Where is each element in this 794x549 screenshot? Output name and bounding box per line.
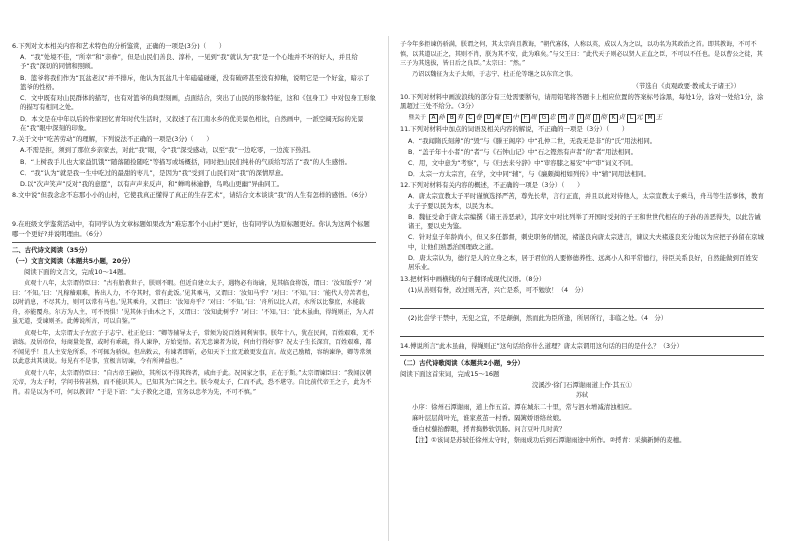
subsection1-title: （一）文言文阅读（本题共5小题，20分） xyxy=(12,257,134,266)
q11-option-a: A．“我闻隋氏刻薄”的“毁”与《滕王阁序》中“孔仲二世，无我无是非”的“氏”用法相同。 xyxy=(408,136,657,145)
q6-option-c: C．文中既有对山民群体的描写，也有对篮爷的典型刻画，点面结合，突出了山民的形象特征，这和《包身工》中对包身工形象的描写有相同之处。 xyxy=(20,94,376,112)
q10-box-h[interactable]: H xyxy=(558,114,567,123)
q6-stem: 6.下列对文本相关内容和艺术特色的分析鉴赏，正确的一项是(3分)（ ） xyxy=(12,42,226,50)
q9-stem: 9.在班级文学鉴赏活动中，有同学认为文章标题如果改为“难忘那个小山村”更好，也有同学认为原标题更好。你认为这两个标题哪一个更好?并说明理由。（6分） xyxy=(12,220,370,238)
q14-stem: 14.傅说所言“此木虽曲，得绳则正”这句话给你什么道理？唐太宗谓用这句话的目的是什么？（3分） xyxy=(400,342,683,351)
q10-box-l[interactable]: L xyxy=(627,114,635,123)
q11-option-b: B．“盖子年十小者”的“者”与《石钟山记》中“石之铿然有声者”的“者”用法相同。 xyxy=(408,147,637,156)
q7-option-c: C．“我”认为“就是我一生中吃过的最甜的枣儿”，是因为“我”受到了山民们对“我”的深情厚意。 xyxy=(20,168,288,177)
q7-option-b: B．“上树我手儿也大家益饥饿”“随落随捡随吃”等描写或场概括，同时把山民们纯朴的气质给写活了“我”的人生感悟。 xyxy=(20,157,351,166)
q12-option-a: A．唐太宗宣教太子平时谨慎选择严苦，尊先长辈，言行正直，并且以此对待他人，太宗宣教太子乘马，舟马等生活事体，教育太子子要以民为本，以民为本。 xyxy=(408,192,764,210)
passage-paragraph-3: 贞观十八年，太宗谓侍臣曰：“自古帝王嗣位，其所以不得其终者，咸由于此。况国家之事，正在于斯。”太宗谓谏臣曰：“我闻汉朝元帝，为太子时，学问书传甚熟，而不能识其人，已知其为亡国之主。朕今观太子，仁而不武，恐不堪守。自比前代帝王之子，此为不肖。若是以为不可，何以教训？”于是下诏：“太子教化之道，宜务以忠孝为先，不可不慎。” xyxy=(12,369,372,396)
q8-stem: 8.文中说“但我念念不忘那小小的山村，它使我真正懂得了真正的生存艺术”，请结合文本谈谈“我”的人生有怎样的感悟。（6分） xyxy=(12,191,371,200)
section-divider-2 xyxy=(400,355,764,356)
passage-paragraph-2: 贞观七年，太宗谓太子左庶子于志宁、杜正伦曰：“卿等辅导太子，常须为说百姓间利害事。朕年十八，犹在民间，百姓艰难，无不谙练。及居帝位，每商量处置，或时有乖疏，得人谏诤，方始觉悟。若无忠谏者为说，何由行得好事？况太子生长深宫，百姓艰难，都不闻见乎！且人主安危所系，不可辄为骄纵。但出敕云，有谏者即斩，必知天下士庶无敢更发直言。故克己励精，容纳谏诤，卿等常须以此意共其谈说。每见有不是事，宜极言切谏，令有所裨益也。” xyxy=(12,329,375,366)
q10-stem: 10.下列对材料中画波浪线的部分有三处需要断句，请用铅笔将答题卡上相应位置的答案标号涂黑，每处1分，涂对一处给1分，涂黑超过三处不给分。（3分） xyxy=(400,92,764,111)
poem-line-2: 垂白杖藜抬醉眼，捋青捣麨软饥肠。问言豆叶几时黄？ xyxy=(412,424,566,433)
q10-box-c[interactable]: C xyxy=(466,114,475,123)
q6-option-d: D．本文是在中年以后的作家回忆青年时代生活时，又叙述了在江南水乡的优美景色相比，自然画中，一派空阔无际的光景在“我”眼中深刻的印象。 xyxy=(20,114,364,132)
q10-box-m[interactable]: M xyxy=(645,114,655,123)
q10-options xyxy=(400,113,764,123)
q6-option-b: B．篮爷将我们作为“瓦盆老汉”并不排斥，他认为瓦盆几十年磕磕碰碰，没有破碎甚至没有掉釉，说明它是一个好盆，暗示了篮爷的性格。 xyxy=(20,73,370,91)
poem-author: 苏轼 xyxy=(575,392,588,400)
q10-char: 魔 xyxy=(494,113,501,122)
passage-source: （节选自《贞观政要·教戒太子诸王》） xyxy=(632,81,740,90)
q12-option-c: C．针对皇子年龄尚小，但又多任都督，刺史职务的情况，褚遂良向唐太宗进言，谏议大夫褚遂良充分地以为应把子孙留在京城中，让他们熟悉治国理政之道。 xyxy=(408,233,764,251)
poem-note: 【注】①该词是苏轼任徐州太守时，祭雨成功后到石潭谢雨途中所作。②捋青：采摘新鲜的麦穗。 xyxy=(412,436,686,445)
q8-answer-space xyxy=(12,202,376,218)
q10-char: 元 xyxy=(636,113,643,122)
right-column xyxy=(400,40,764,447)
column-divider xyxy=(388,36,389,541)
q10-box-a[interactable]: A xyxy=(429,114,438,123)
passage-continued-2: 乃诏以魏征为太子太师，于志宁、杜正伦等继之以东宫之事。 xyxy=(412,71,577,79)
q11-option-c: C．用，文中意为“考察”，与《归去来兮辞》中“审容膝之易安”中“审”词义不同。 xyxy=(408,158,637,167)
q10-char: 言 xyxy=(567,113,575,122)
left-column xyxy=(12,40,376,399)
reading-instruction: 阅读下面的文言文，完成10～14题。 xyxy=(24,268,130,277)
passage-continued-1: 子今年多拒谏仍骄满，朕谓之何，其太宗尚且教诲，“朝代寡体，人称以英，成以人为之以，以功名为其政治之首。即其教诲，不可不慎，以其道以正之，其则不肖，朕为其不安，此为难矣。”与父王曰：“此代天子则必以贤人正直之臣，不可以不任也。是以曹公之徒，其三子为其选拔，皆日后之良臣。”太宗曰：“然。” xyxy=(400,41,763,67)
q10-box-g[interactable]: G xyxy=(539,114,549,123)
passage-paragraph-1: 贞观十八年，太宗谓侍臣曰：“古有胎教世子，朕则不暇。但近自建立太子，遇物必有诲谕，见其临食将饭，谓曰：‘汝知饭乎？’对曰：‘不知。’曰：‘凡稼穑艰难，皆出人力，不夺其时，常有此饭。’见其乘马，又谓曰：‘汝知马乎？’对曰：‘不知。’曰：‘能代人劳苦者也，以时消息，不尽其力，则可以常有马也。’见其乘舟，又谓曰：‘汝知舟乎？’对曰：‘不知。’曰：‘舟所以比人君，水所以比黎庶，水能载舟，亦能覆舟。尔方为人主，可不畏惧！’见其休于曲木之下，又谓曰：‘汝知此树乎？’对曰：‘不知。’曰：‘此木虽曲，得绳则正，为人君虽无道，受谏则圣。此傅说所言，可以自鉴。’” xyxy=(12,280,375,326)
q6-option-a: A．“我”处境不佳，“所幸”和“亲眷”，但是山民们善良、淳朴，一见到“我”就认为“我”是一个心地并不坏的好人，并且给予“我”深切的同情和照顾。 xyxy=(20,53,358,71)
q10-box-j[interactable]: J xyxy=(593,114,600,123)
q10-char: 周 xyxy=(530,113,537,122)
q12-option-d: D．唐太宗认为，德行是人的立身之本，居于君位的人要修德养性、远离小人和平常德行，待臣关系良好，自然能做到百姓安居乐业。 xyxy=(408,253,759,272)
q12-stem: 12.下列对材料有关内容的概述，不正确的一项是（3分）（ ） xyxy=(400,181,584,190)
poem-preface: 小序：徐州石潭谢雨，道上作五首。潭在城东二十里，常与泗水增减清浊相应。 xyxy=(412,402,636,411)
q10-char: 中 xyxy=(512,113,519,122)
q10-box-k[interactable]: K xyxy=(609,114,618,123)
q10-char: 彻 xyxy=(600,113,607,122)
q10-char: 孙 xyxy=(438,113,445,122)
classical-passage-continued xyxy=(400,40,764,80)
q7-stem: 7.关于文中“吃苦劳动”的理解，下列说法不正确的一项是(3分)（ ） xyxy=(12,135,213,144)
q10-box-d[interactable]: D xyxy=(484,114,493,123)
q10-char: 卷 xyxy=(475,113,482,122)
q10-char: 贯 xyxy=(584,113,591,122)
section-divider xyxy=(12,242,376,243)
classical-passage xyxy=(12,279,376,397)
q11-stem: 11.下列对材料中加点的词语及相关内容的解说，不正确的一项是（3分）（ ） xyxy=(400,125,629,134)
q7-option-d: D.以“次声笑声”反对“我的意愿”，以有声声来反声，和“蝉鸣林逾静，鸟鸣山更幽”异曲同工。 xyxy=(20,179,284,188)
q10-char: 有 xyxy=(456,113,464,122)
poem-instruction: 阅读下面这首宋词，完成15～16题 xyxy=(400,369,500,378)
q13-answer-line-2[interactable] xyxy=(400,325,764,337)
q10-char: 王 xyxy=(655,113,662,122)
section2-title: 二、古代诗文阅读（35分） xyxy=(12,246,92,255)
q13-sentence-1: (1)从善则有誉，改过则无吝，兴亡是系，可不勉欤！（4 分） xyxy=(408,285,588,294)
q11-option-d: D．太宗一方太宗宫，在学，文中同“辅”，与《廉颇蔺相如列传》中“辅”同用法相同。 xyxy=(408,169,650,178)
q10-prefix: 暨关于 xyxy=(408,115,426,122)
q10-char: 忠 xyxy=(549,113,556,122)
q12-option-b: B．魏征受命于唐太宗编撰《诸王善恶录》，其序文中对比列举了开国时受封的子王和世世代相在的子孙的善恶得失，以此告诫诸王，要以史为鉴。 xyxy=(408,212,761,231)
poem-line-1: 麻叶层层苘叶光，谁家煮茧一村香。隔篱娇语络丝娘。 xyxy=(412,413,566,422)
q13-answer-line-1[interactable] xyxy=(400,297,764,309)
q10-box-f[interactable]: F xyxy=(521,114,529,123)
q10-box-b[interactable]: B xyxy=(447,114,456,123)
q13-sentence-2: (2)比尝学干禁中，无犯之宜，不是颠倒，然而此为臣所逢，所居所行，非临之处。（4 分） xyxy=(408,314,668,323)
poem-title: 浣溪沙·徐门石潭谢雨道上作·其五① xyxy=(532,381,632,390)
q13-stem: 13.把材料中画横线的句子翻译成现代汉语。（8分） xyxy=(400,274,546,283)
q10-box-e[interactable]: E xyxy=(503,114,512,123)
q7-option-a: A.不需是拒，须到了那位乡亲家去，对此“我”眼，令“我”深受感动，以至“我”一边吃零，一边流下热泪。 xyxy=(20,146,315,155)
q10-char: 贞 xyxy=(618,113,625,122)
q10-box-i[interactable]: I xyxy=(577,114,584,123)
subsection2-title: （二）古代诗歌阅读（本题共2小题，9分） xyxy=(400,358,524,367)
